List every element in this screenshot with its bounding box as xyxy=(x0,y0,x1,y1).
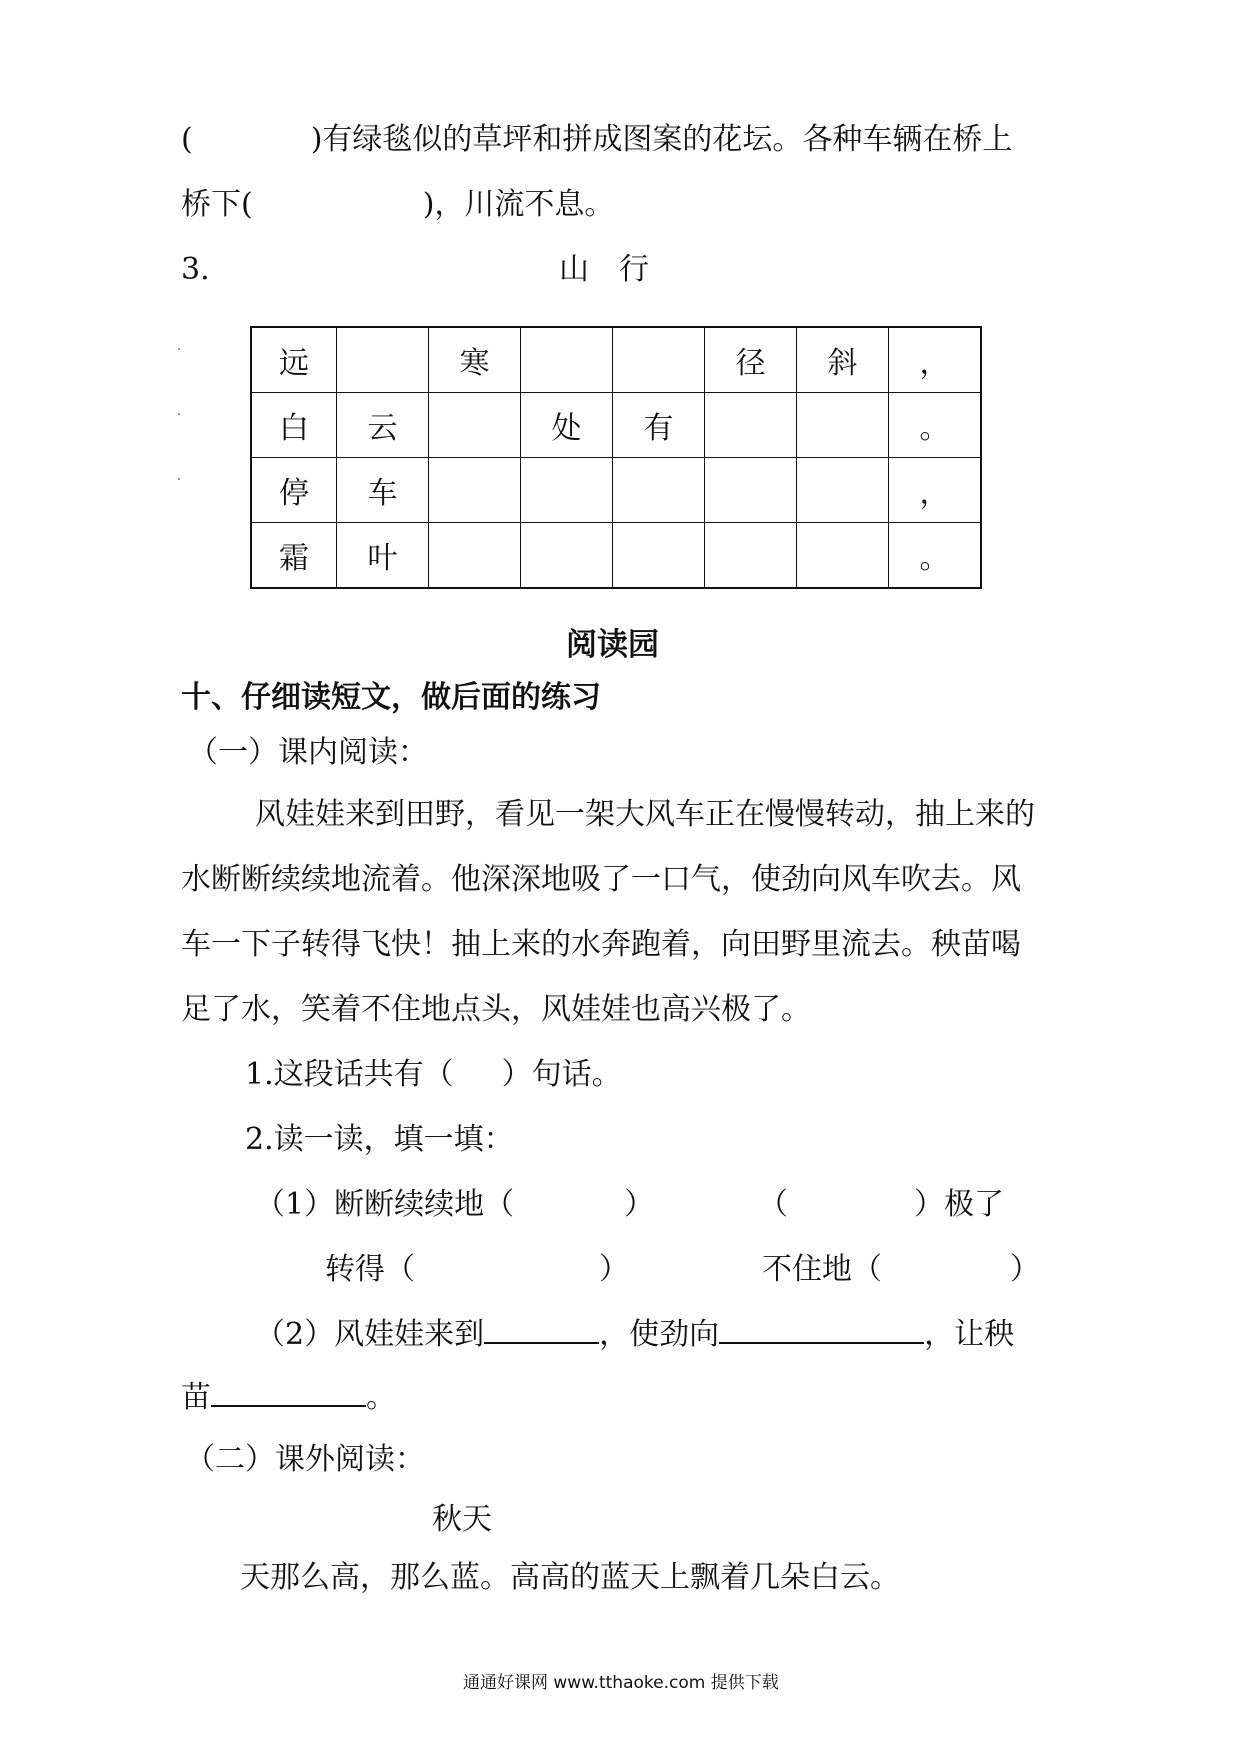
poem-title: 山 行 xyxy=(559,252,649,287)
question-1-text-b: ）句话。 xyxy=(501,1057,622,1092)
poem-row xyxy=(251,458,981,523)
q2-1-close-2: ） xyxy=(599,1252,629,1287)
question-2-2-line-2 xyxy=(181,1378,396,1418)
margin-mark xyxy=(178,413,180,415)
poem-cell-blank[interactable] xyxy=(705,523,797,589)
q2-2-text-a: （2）风娃娃来到 xyxy=(255,1317,485,1352)
line2-text-b: )，川流不息。 xyxy=(422,187,615,222)
poem-cell-blank[interactable] xyxy=(797,523,889,589)
poem-cell-blank[interactable] xyxy=(705,458,797,523)
poem-cell-blank[interactable] xyxy=(797,393,889,458)
poem-cell-blank[interactable] xyxy=(613,458,705,523)
poem-cell: 远 xyxy=(251,327,337,393)
q2-2-text-e: 。 xyxy=(366,1380,396,1415)
poem-grid xyxy=(250,326,982,589)
poem-cell-blank[interactable] xyxy=(429,523,521,589)
margin-mark xyxy=(178,348,180,350)
blank-line[interactable] xyxy=(719,1316,924,1344)
story-line: 天那么高，那么蓝。高高的蓝天上飘着几朵白云。 xyxy=(240,1560,900,1595)
poem-row xyxy=(251,393,981,458)
question-2-1-row-1-right xyxy=(758,1185,1004,1225)
part-2-label: （二）课外阅读： xyxy=(185,1442,425,1477)
poem-cell: 车 xyxy=(337,458,429,523)
poem-row xyxy=(251,327,981,393)
question-2: 2.读一读，填一填： xyxy=(245,1122,514,1157)
poem-cell: 白 xyxy=(251,393,337,458)
blank-line[interactable] xyxy=(484,1316,599,1344)
q2-1-close: ） xyxy=(624,1187,655,1222)
question-2-1-row-1 xyxy=(255,1185,654,1225)
poem-cell-blank[interactable] xyxy=(797,458,889,523)
poem-cell-blank[interactable] xyxy=(521,523,613,589)
paren-open: ( xyxy=(181,122,193,157)
text-line-2 xyxy=(181,185,614,225)
q2-2-text-d: 苗 xyxy=(181,1380,211,1415)
poem-cell: 云 xyxy=(337,393,429,458)
q2-1-text-jile: ）极了 xyxy=(914,1187,1004,1222)
q2-1-text-zhuande: 转得（ xyxy=(325,1252,415,1287)
exercise-heading: 十、仔细读短文，做后面的练习 xyxy=(181,680,601,715)
poem-cell-blank[interactable] xyxy=(613,523,705,589)
story-title: 秋天 xyxy=(432,1502,492,1537)
part-1-label: （一）课内阅读： xyxy=(188,735,428,770)
question-1-text-a: 1.这段话共有（ xyxy=(245,1057,454,1092)
q2-1-close-3: ） xyxy=(1010,1252,1040,1287)
poem-cell: 叶 xyxy=(337,523,429,589)
poem-cell: 寒 xyxy=(429,327,521,393)
poem-cell-blank[interactable] xyxy=(705,393,797,458)
question-2-2-line-1 xyxy=(255,1315,1014,1355)
poem-cell: ， xyxy=(889,327,982,393)
poem-row xyxy=(251,523,981,589)
text-line-1 xyxy=(181,120,1012,160)
poem-cell-blank[interactable] xyxy=(429,393,521,458)
poem-cell: 霜 xyxy=(251,523,337,589)
poem-cell: 斜 xyxy=(797,327,889,393)
question-1 xyxy=(245,1055,622,1095)
q2-2-text-c: ，让秧 xyxy=(924,1317,1015,1352)
line1-text: )有绿毯似的草坪和拼成图案的花坛。各种车辆在桥上 xyxy=(310,122,1013,157)
poem-cell-blank[interactable] xyxy=(613,327,705,393)
poem-cell: ， xyxy=(889,458,982,523)
poem-cell-blank[interactable] xyxy=(429,458,521,523)
passage-line: 足了水，笑着不住地点头，风娃娃也高兴极了。 xyxy=(181,992,811,1027)
section-title: 阅读园 xyxy=(566,627,659,663)
footer-credit: 通通好课网 www.tthaoke.com 提供下载 xyxy=(463,1673,779,1693)
question-3-number: 3. xyxy=(181,252,210,287)
q2-1-text: （1）断断续续地（ xyxy=(255,1187,515,1222)
poem-cell-blank[interactable] xyxy=(521,458,613,523)
poem-cell-blank[interactable] xyxy=(521,327,613,393)
question-2-1-row-2-right xyxy=(762,1250,1040,1290)
question-2-1-row-2 xyxy=(325,1250,629,1290)
passage-line: 风娃娃来到田野，看见一架大风车正在慢慢转动，抽上来的 xyxy=(255,797,1035,832)
line2-text-a: 桥下( xyxy=(181,187,253,222)
q2-2-text-b: ，使劲向 xyxy=(599,1317,720,1352)
q2-1-text-buzhudi: 不住地（ xyxy=(762,1252,882,1287)
poem-cell-blank[interactable] xyxy=(337,327,429,393)
q2-1-open: （ xyxy=(758,1187,788,1222)
poem-cell: 。 xyxy=(889,393,982,458)
poem-cell: 径 xyxy=(705,327,797,393)
poem-cell: 处 xyxy=(521,393,613,458)
poem-cell: 停 xyxy=(251,458,337,523)
margin-mark xyxy=(178,478,180,480)
blank-line[interactable] xyxy=(211,1379,366,1407)
passage-line: 车一下子转得飞快！抽上来的水奔跑着，向田野里流去。秧苗喝 xyxy=(181,927,1021,962)
passage-line: 水断断续续地流着。他深深地吸了一口气，使劲向风车吹去。风 xyxy=(181,862,1021,897)
poem-cell: 。 xyxy=(889,523,982,589)
poem-cell: 有 xyxy=(613,393,705,458)
